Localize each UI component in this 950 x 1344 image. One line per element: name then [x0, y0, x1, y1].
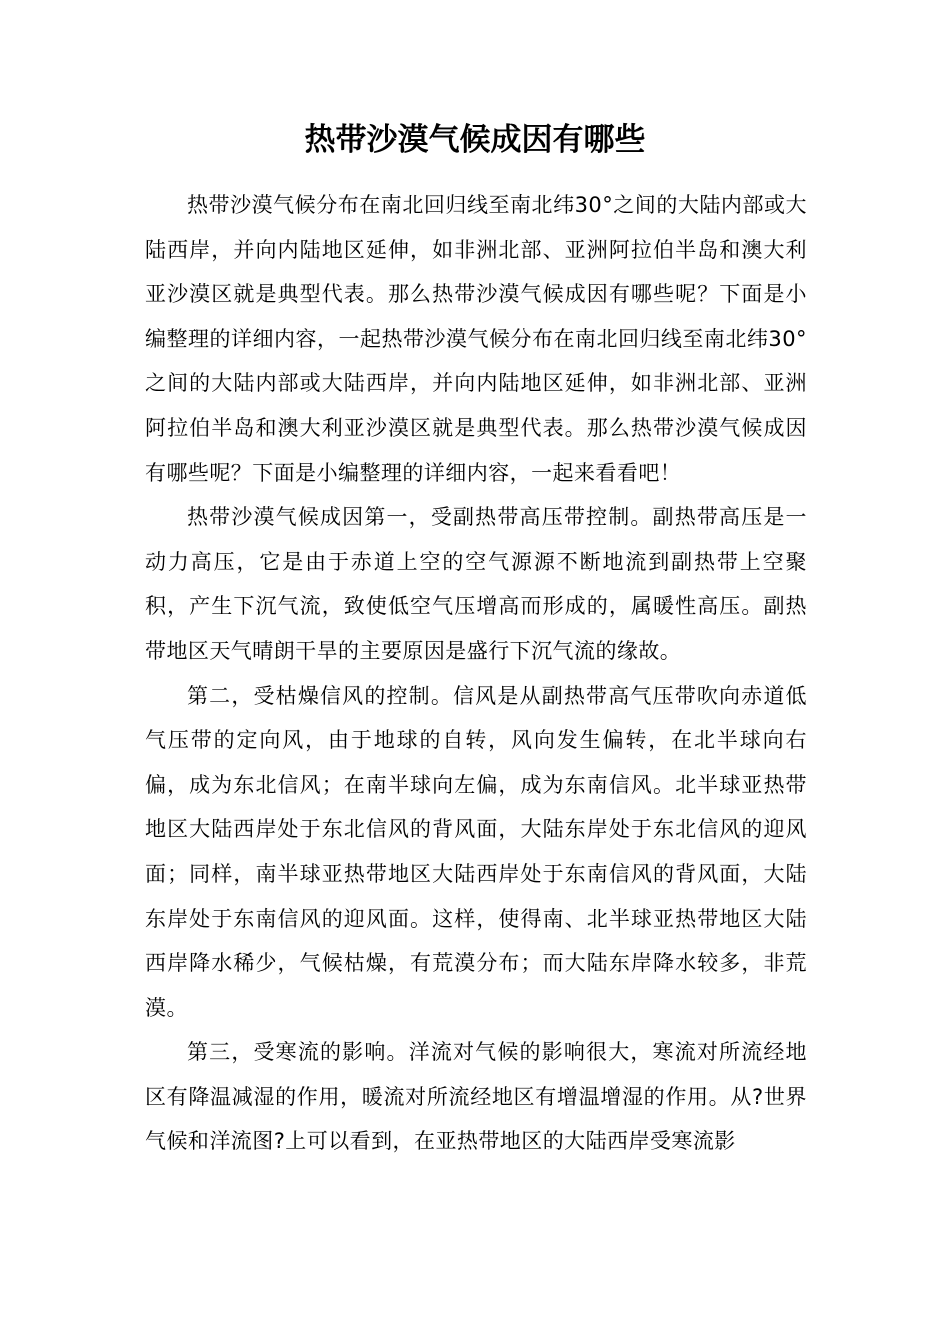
paragraph-cause-1: 热带沙漠气候成因第一，受副热带高压带控制。副热带高压是一动力高压，它是由于赤道上空的空气源源不断地流到副热带上空聚积，产生下沉气流，致使低空气压增高而形成的，属暖性高压。副热带地区天气晴朗干旱的主要原因是盛行下沉气流的缘故。 — [145, 505, 807, 663]
paragraph-cause-3: 第三，受寒流的影响。洋流对气候的影响很大，寒流对所流经地区有降温减湿的作用，暖流对所流经地区有增温增湿的作用。从?世界气候和洋流图?上可以看到，在亚热带地区的大陆西岸受寒流影 — [145, 1040, 807, 1154]
document-title: 热带沙漠气候成因有哪些 — [304, 122, 646, 158]
paragraph-cause-2: 第二，受枯燥信风的控制。信风是从副热带高气压带吹向赤道低气压带的定向风，由于地球的自转，风向发生偏转，在北半球向右偏，成为东北信风；在南半球向左偏，成为东南信风。北半球亚热带地区大陆西岸处于东北信风的背风面，大陆东岸处于东北信风的迎风面；同样，南半球亚热带地区大陆西岸处于东南信风的背风面，大陆东岸处于东南信风的迎风面。这样，使得南、北半球亚热带地区大陆西岸降水稀少，气候枯燥，有荒漠分布；而大陆东岸降水较多，非荒漠。 — [145, 683, 807, 1020]
document-body — [145, 183, 807, 1164]
paragraph-intro: 热带沙漠气候分布在南北回归线至南北纬30°之间的大陆内部或大陆西岸，并向内陆地区延伸，如非洲北部、亚洲阿拉伯半岛和澳大利亚沙漠区就是典型代表。那么热带沙漠气候成因有哪些呢？下面是小编整理的详细内容，一起热带沙漠气候分布在南北回归线至南北纬30°之间的大陆内部或大陆西岸，并向内陆地区延伸，如非洲北部、亚洲阿拉伯半岛和澳大利亚沙漠区就是典型代表。那么热带沙漠气候成因有哪些呢？下面是小编整理的详细内容，一起来看看吧！ — [145, 193, 807, 485]
